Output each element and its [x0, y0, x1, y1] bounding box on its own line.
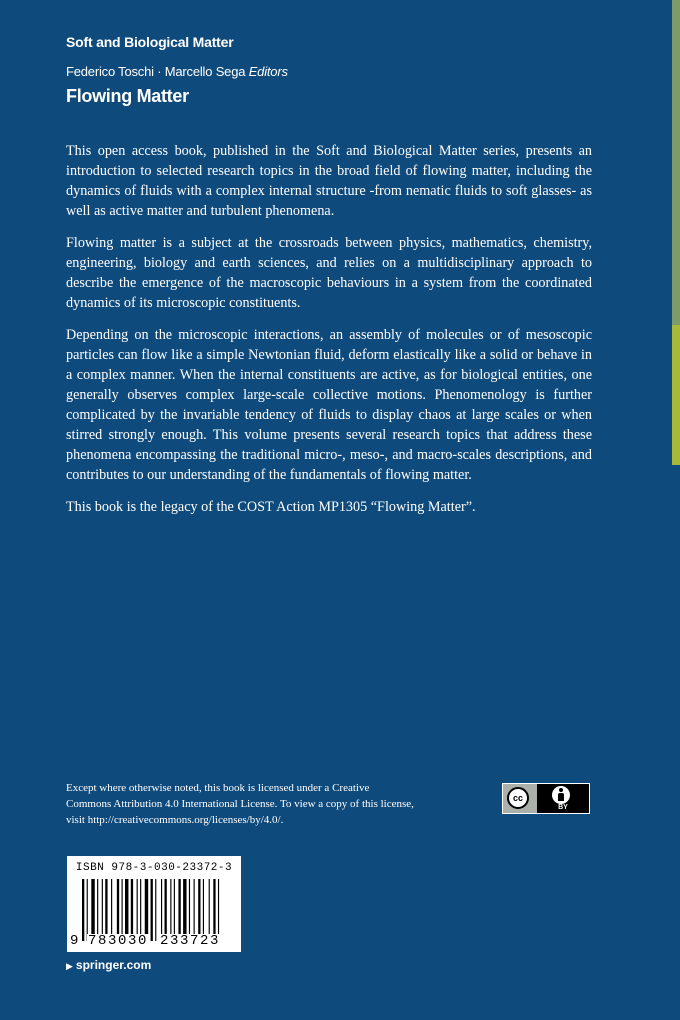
attribution-person-icon: [552, 786, 570, 804]
license-notice: Except where otherwise noted, this book is licensed under a Creative Commons Attribution 4.0 International License. To view a copy of this license, visit http://creativecommons.org/licenses/by/4.0/.: [66, 782, 414, 826]
spine-accent-lower: [672, 325, 680, 465]
blurb: [66, 141, 592, 529]
by-label: BY: [558, 804, 568, 811]
series-name: Soft and Biological Matter: [66, 34, 234, 50]
spine-accent-upper: [672, 0, 680, 325]
arrow-right-icon: ▶: [66, 961, 73, 971]
blurb-paragraph-4: This book is the legacy of the COST Action MP1305 “Flowing Matter”.: [66, 499, 476, 515]
barcode-left-digits: 783030: [88, 933, 149, 949]
cc-logo-icon: cc: [507, 787, 529, 809]
publisher-link[interactable]: [66, 958, 151, 972]
isbn-barcode: [67, 856, 241, 952]
blurb-paragraph-1: This open access book, published in the Soft and Biological Matter series, presents an introduction to selected research topics in the broad field of flowing matter, including the dynamics of fluids with a complex internal structure -from nematic fluids to soft glasses- as well as active matter and turbulent phenomena.: [66, 143, 592, 219]
editors-line: [66, 64, 288, 79]
barcode-bars: [81, 879, 227, 941]
cc-by-license-icon: [502, 783, 590, 814]
publisher-link-text: springer.com: [75, 958, 152, 972]
spine-color-strip: [672, 0, 680, 1020]
editor-names: Federico Toschi · Marcello Sega: [66, 64, 246, 79]
barcode-lead-digit: 9: [70, 933, 79, 949]
blurb-paragraph-2: Flowing matter is a subject at the crossroads between physics, mathematics, chemistry, engineering, biology and earth sciences, and relies on a multidisciplinary approach to describe the emergence of the macroscopic behaviours in a system from the coordinated dynamics of its microscopic constituents.: [66, 235, 592, 311]
book-title: Flowing Matter: [66, 86, 189, 106]
editors-role: Editors: [248, 64, 288, 79]
by-panel: [537, 784, 589, 813]
isbn-number: ISBN 978-3-030-23372-3: [75, 862, 233, 874]
blurb-paragraph-3: Depending on the microscopic interactions, an assembly of molecules or of mesoscopic particles can flow like a simple Newtonian fluid, deform elastically like a solid or behave in a complex manner. When the internal constituents are active, as for biological entities, one generally observes complex large-scale collective motions. Phenomenology is further complicated by the invariable tendency of fluids to display chaos at large scales or when stirred strongly enough. This volume presents several research topics that address these phenomena encompassing the traditional micro-, meso-, and macro-scales descriptions, and contributes to our understanding of the fundamentals of flowing matter.: [66, 327, 592, 483]
barcode-right-digits: 233723: [160, 933, 221, 949]
